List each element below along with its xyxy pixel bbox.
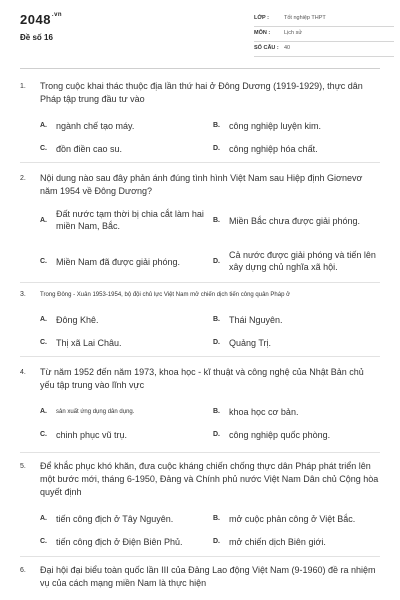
option-d[interactable]: D. công nghiệp quốc phòng. [213,430,331,440]
option-b[interactable]: B. công nghiệp luyện kim. [213,121,322,131]
question-divider [20,162,380,163]
question-divider [20,282,380,283]
question-stem: Từ năm 1952 đến năm 1973, khoa học - kĩ thuật và công nghệ của Nhật Bản chủ yếu tập trung vào lĩnh vực [40,367,364,390]
option-a[interactable]: A.Đất nước tạm thời bị chia cắt làm hai miền Nam, Bắc. [40,209,204,231]
question-stem: Nội dung nào sau đây phản ánh đúng tình hình Việt Nam sau Hiệp định Giơnevơ năm 1954 về Đông Dương? [40,173,363,196]
meta-label: SỐ CÂU : [254,45,279,51]
header-divider [20,68,380,69]
question-divider [20,356,380,357]
exam-meta [254,12,394,57]
question-5 [20,460,380,554]
option-d[interactable]: D.Cả nước được giải phóng và tiến lên xây dựng chủ nghĩa xã hội. [213,250,376,272]
meta-row-subject [254,27,394,42]
question-number: 3. [20,291,26,298]
option-c[interactable]: C. tiến công địch ở Điện Biên Phủ. [40,537,183,547]
question-3 [20,290,380,356]
question-divider [20,452,380,453]
exam-number: Đề số 16 [20,33,53,42]
question-number: 5. [20,463,26,470]
option-a[interactable]: A. tiến công địch ở Tây Nguyên. [40,514,174,524]
option-b[interactable]: B. Miền Bắc chưa được giải phóng. [213,216,361,226]
option-b[interactable]: B. khoa học cơ bản. [213,407,299,417]
question-stem: Trong cuộc khai thác thuộc địa lần thứ hai ở Đông Dương (1919-1929), thực dân Pháp tập trung đầu tư vào [40,81,363,104]
question-2 [20,172,380,282]
question-divider [20,556,380,557]
option-a[interactable]: A. ngành chế tạo máy. [40,121,135,131]
meta-row-class [254,12,394,27]
meta-row-count [254,42,394,57]
question-1 [20,80,380,170]
question-4 [20,366,380,452]
question-number: 6. [20,567,26,574]
option-d[interactable]: D. mở chiến dịch Biên giới. [213,537,326,547]
option-c[interactable]: C. chinh phục vũ trụ. [40,430,128,440]
site-logo[interactable] [20,12,62,27]
option-d[interactable]: D. công nghiệp hóa chất. [213,144,318,154]
question-number: 2. [20,175,26,182]
meta-label: LỚP : [254,15,269,21]
option-c[interactable]: C. đồn điền cao su. [40,144,123,154]
option-b[interactable]: B. Thái Nguyên. [213,315,283,325]
option-b[interactable]: B. mở cuộc phản công ở Việt Bắc. [213,514,356,524]
meta-value: Lịch sử [284,30,303,36]
logo-main: 2048 [20,12,51,27]
option-a[interactable]: A. sản xuất ứng dụng dân dụng. [40,408,135,415]
question-number: 1. [20,83,26,90]
logo-suffix: .vn [51,12,63,18]
question-stem: Trong Đông - Xuân 1953-1954, bộ đội chủ lực Việt Nam mở chiến dịch tiến công quân Pháp ở [40,292,291,298]
meta-value: 40 [284,45,291,51]
option-c[interactable]: C. Miền Nam đã được giải phóng. [40,257,180,267]
option-c[interactable]: C. Thị xã Lai Châu. [40,338,122,348]
meta-label: MÔN : [254,30,271,36]
question-stem: Đại hội đại biểu toàn quốc lần III của Đảng Lao động Việt Nam (9-1960) đề ra nhiệm vụ của cách mạng miền Nam là thực hiện [40,565,376,588]
meta-value: Tốt nghiệp THPT [284,15,326,21]
option-a[interactable]: A. Đông Khê. [40,315,99,325]
question-stem: Để khắc phục khó khăn, đưa cuộc kháng chiến chống thực dân Pháp phát triển lên một bước mới, tháng 6-1950, Đảng và Chính phủ nước Việt Nam Dân chủ Cộng hòa quyết định [40,461,379,497]
question-number: 4. [20,369,26,376]
option-d[interactable]: D. Quảng Trị. [213,338,272,348]
question-6 [20,564,380,600]
